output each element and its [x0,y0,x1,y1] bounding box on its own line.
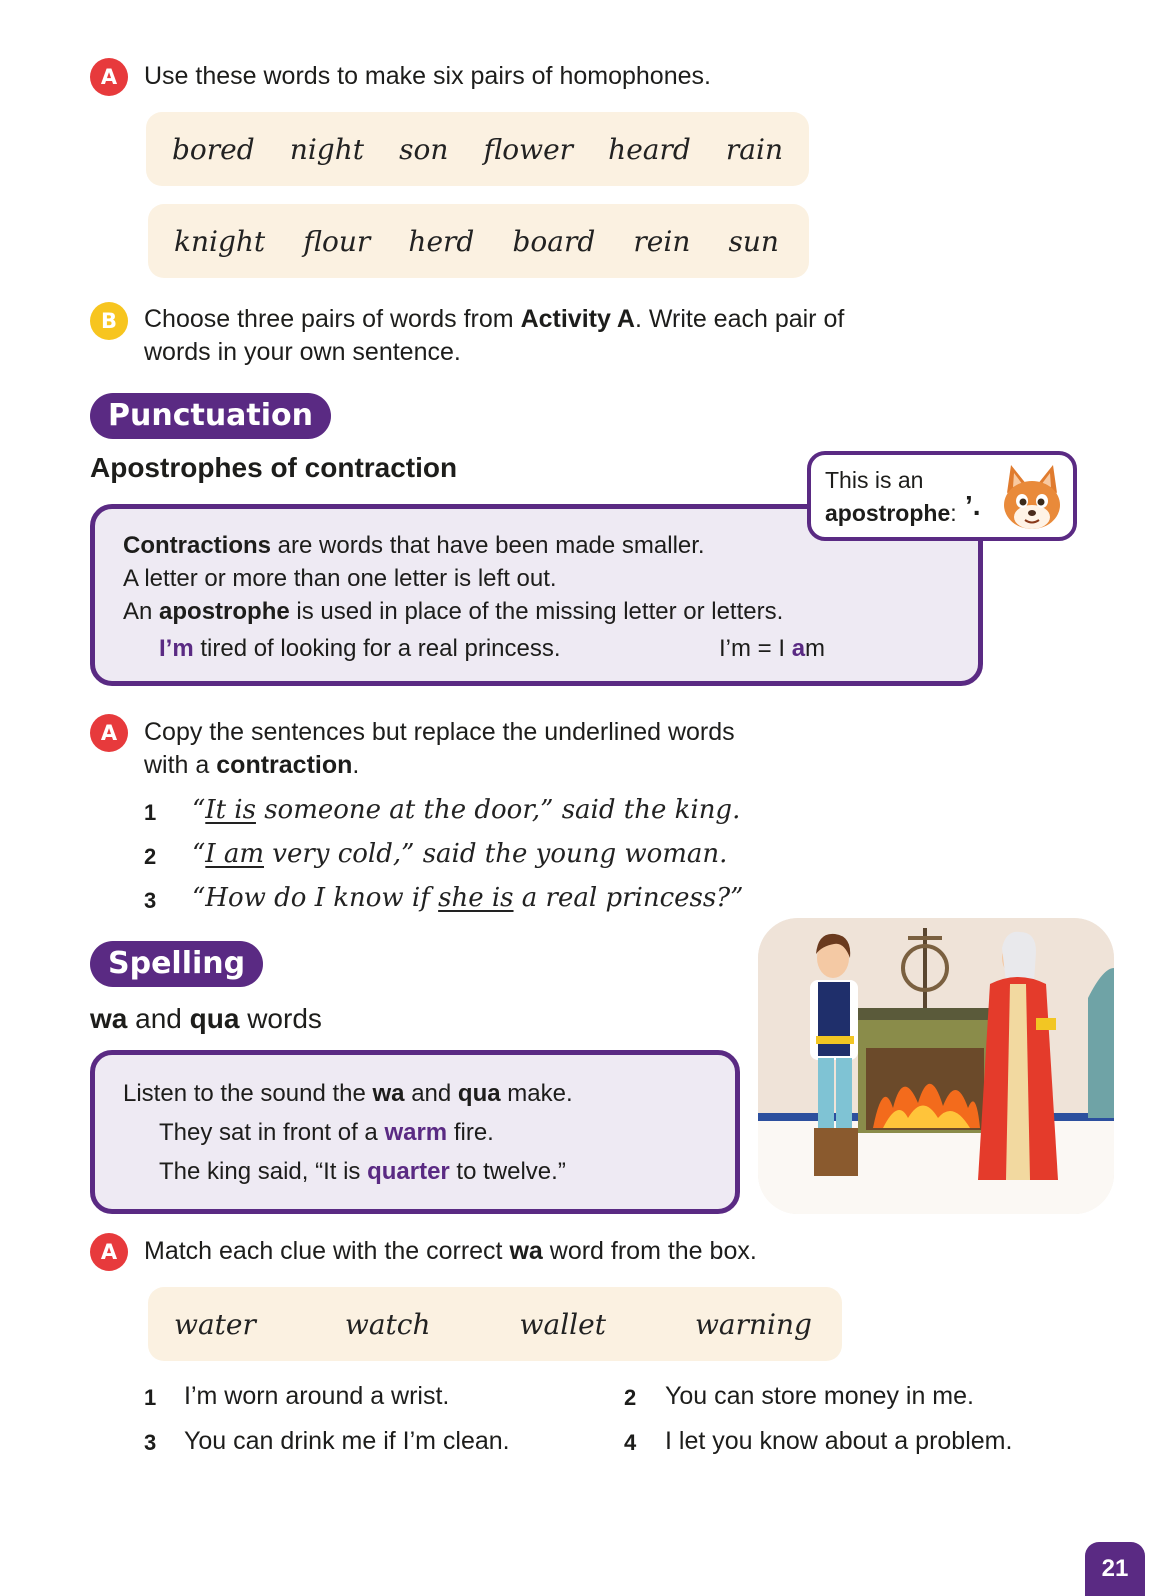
activity-b-badge: B [90,302,128,340]
contraction-equation: I’m = I am [719,635,826,662]
info-example: I’m tired of looking for a real princess. I’m = I am [123,632,978,665]
clue-3: You can drink me if I’m clean. [184,1427,510,1455]
wa-qua-subheading: wa and qua words [90,1003,322,1034]
word: rain [725,132,783,166]
apostrophe-callout [807,451,1077,541]
sentence-2: “I am very cold,” said the young woman. [192,839,728,869]
word: night [289,132,365,166]
word: flour [303,224,371,258]
word: wallet [519,1307,606,1341]
sentence-number-2: 2 [144,844,157,869]
word: knight [174,224,266,258]
punctuation-heading-pill: Punctuation [90,393,331,439]
info-line-1: Contractions are words that have been made smaller. [123,532,705,559]
sentence-number-3: 3 [144,888,157,913]
spelling-heading-pill: Spelling [90,941,263,987]
info-line-3: An apostrophe is used in place of the missing letter or letters. [123,598,784,625]
word: board [512,224,596,258]
clue-4: I let you know about a problem. [665,1427,1013,1455]
page-number: 21 [1085,1542,1145,1596]
info-line-2: A letter or more than one letter is left out. [123,565,557,592]
clue-1: I’m worn around a wrist. [184,1382,450,1410]
clue-number-2: 2 [624,1385,637,1410]
word: sun [728,224,779,258]
word: bored [172,132,255,166]
punctuation-activity-a-badge: A [90,714,128,752]
clue-number-3: 3 [144,1430,157,1455]
info-example-1: They sat in front of a warm fire. [159,1119,494,1146]
sentence-3: “How do I know if she is a real princess?” [192,883,744,913]
word: flower [483,132,574,166]
word: warning [694,1307,812,1341]
clue-2: You can store money in me. [665,1382,974,1410]
word: son [399,132,449,166]
word: water [174,1307,256,1341]
callout-line-2: apostrophe: ’. [825,490,981,526]
homophones-instruction: Use these words to make six pairs of homophones. [144,62,711,90]
info-line-1: Listen to the sound the wa and qua make. [123,1080,573,1107]
king-and-prince-fireplace-illustration [758,918,1114,1214]
word: rein [633,224,691,258]
activity-a-badge: A [90,58,128,96]
clue-number-1: 1 [144,1385,157,1410]
word: heard [608,132,691,166]
clue-number-4: 4 [624,1430,637,1455]
info-example-2: The king said, “It is quarter to twelve.” [159,1158,566,1185]
homophones-word-box-1 [146,112,809,186]
word: herd [408,224,475,258]
wa-qua-info-box [90,1050,740,1214]
spelling-activity-instruction: Match each clue with the correct wa word from the box. [144,1237,757,1265]
sentence-number-1: 1 [144,800,157,825]
word: watch [344,1307,431,1341]
apostrophes-subheading: Apostrophes of contraction [90,452,458,483]
spelling-activity-a-badge: A [90,1233,128,1271]
sentence-1: “It is someone at the door,” said the king. [192,795,741,825]
homophones-word-box-2 [148,204,809,278]
wa-word-box [148,1287,842,1361]
callout-line-1: This is an [825,467,924,493]
punctuation-activity-instruction: Copy the sentences but replace the underlined words with a contraction. [144,718,735,779]
apostrophe-mark: ’. [965,490,981,521]
fox-mascot-icon [997,463,1067,535]
activity-b-instruction: Choose three pairs of words from Activity A. Write each pair of words in your own sentence. [144,305,845,366]
